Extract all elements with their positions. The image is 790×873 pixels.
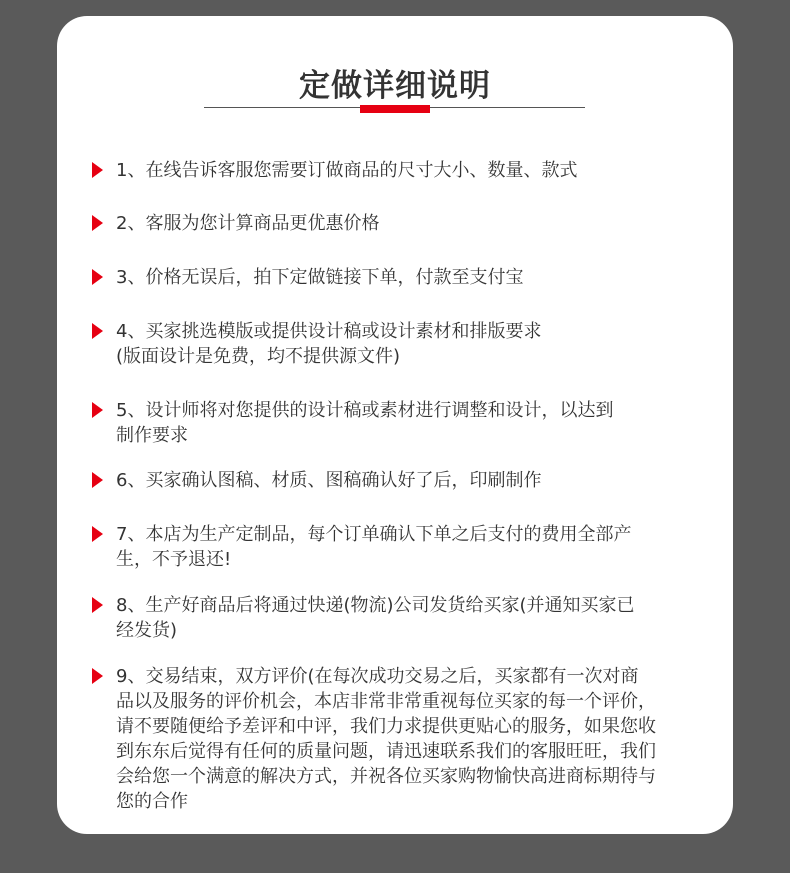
step-text — [116, 468, 717, 493]
red-triangle-right-icon — [92, 269, 103, 285]
step-text — [116, 593, 717, 643]
step-line: 2、客服为您计算商品更优惠价格 — [116, 213, 380, 234]
step-line: 5、设计师将对您提供的设计稿或素材进行调整和设计，以达到 — [116, 400, 614, 421]
red-triangle-right-icon — [92, 472, 103, 488]
step-line: 6、买家确认图稿、材质、图稿确认好了后，印刷制作 — [116, 470, 542, 491]
step-line: 经发货) — [116, 620, 178, 641]
step-line: 会给您一个满意的解决方式，并祝各位买家购物愉快高进商标期待与 — [116, 766, 656, 787]
step-text — [116, 319, 717, 369]
step-text — [116, 522, 717, 572]
step-line: 9、交易结束，双方评价(在每次成功交易之后，买家都有一次对商 — [116, 666, 639, 687]
title-accent-bar — [360, 105, 430, 113]
step-line: (版面设计是免费，均不提供源文件) — [116, 346, 401, 367]
step-text — [116, 398, 717, 448]
step-line: 8、生产好商品后将通过快递(物流)公司发货给买家(并通知买家已 — [116, 595, 635, 616]
step-text — [116, 664, 717, 814]
step-line: 到东东后觉得有任何的质量问题，请迅速联系我们的客服旺旺，我们 — [116, 741, 656, 762]
red-triangle-right-icon — [92, 215, 103, 231]
step-line: 7、本店为生产定制品，每个订单确认下单之后支付的费用全部产 — [116, 524, 632, 545]
red-triangle-right-icon — [92, 402, 103, 418]
step-text — [116, 158, 717, 183]
instructions-card — [57, 16, 733, 834]
step-line: 您的合作 — [116, 791, 188, 812]
red-triangle-right-icon — [92, 323, 103, 339]
step-line: 品以及服务的评价机会，本店非常非常重视每位买家的每一个评价， — [116, 691, 656, 712]
step-line: 3、价格无误后，拍下定做链接下单，付款至支付宝 — [116, 267, 524, 288]
red-triangle-right-icon — [92, 668, 103, 684]
step-line: 1、在线告诉客服您需要订做商品的尺寸大小、数量、款式 — [116, 160, 578, 181]
red-triangle-right-icon — [92, 526, 103, 542]
step-line: 4、买家挑选模版或提供设计稿或设计素材和排版要求 — [116, 321, 542, 342]
step-text — [116, 265, 717, 290]
red-triangle-right-icon — [92, 597, 103, 613]
step-line: 制作要求 — [116, 425, 188, 446]
page-title: 定做详细说明 — [299, 68, 491, 104]
step-text — [116, 211, 717, 236]
red-triangle-right-icon — [92, 162, 103, 178]
step-line: 生，不予退还! — [116, 549, 232, 570]
step-line: 请不要随便给予差评和中评，我们力求提供更贴心的服务，如果您收 — [116, 716, 656, 737]
